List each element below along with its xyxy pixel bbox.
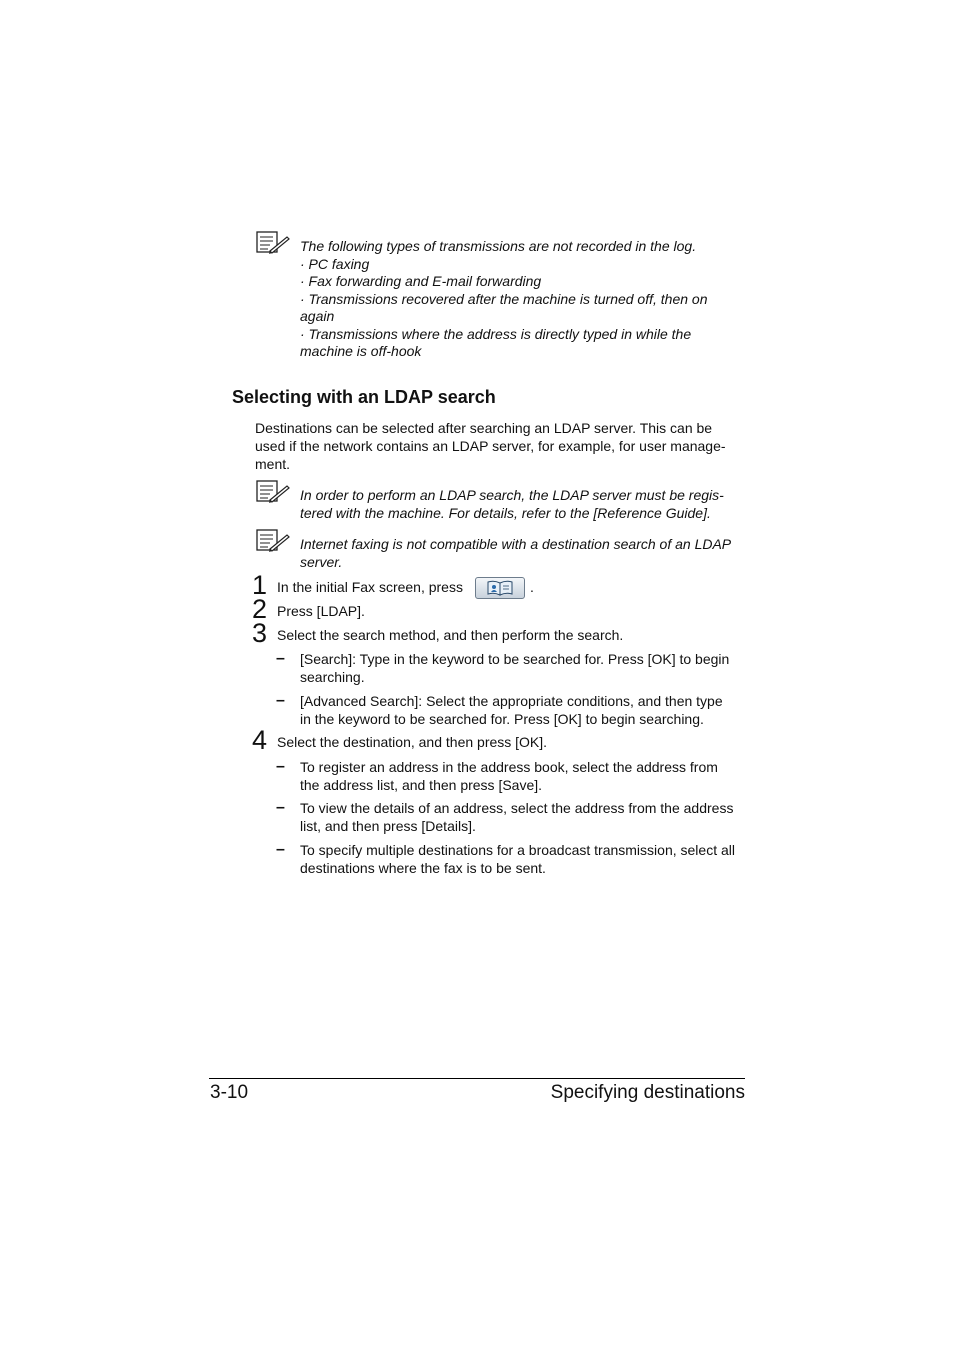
sub-item-line: To specify multiple destinations for a broadcast transmission, select all: [300, 842, 735, 858]
paragraph-line: Destinations can be selected after searching an LDAP server. This can be: [255, 420, 713, 436]
page-number: 3-10: [210, 1082, 249, 1103]
section-heading: Selecting with an LDAP search: [232, 387, 496, 407]
chapter-title: Specifying destinations: [550, 1082, 745, 1103]
sub-item-line: To view the details of an address, select the address from the address: [300, 800, 734, 816]
sub-item: [300, 842, 750, 877]
sub-item: [300, 693, 750, 728]
step-text: Press [LDAP].: [277, 603, 365, 619]
note-line: server.: [300, 553, 343, 570]
intro-paragraph: [255, 419, 755, 473]
step-number: 1: [252, 570, 268, 600]
sub-item: [300, 800, 750, 835]
footer-divider: [209, 1078, 745, 1079]
note-line: again: [300, 308, 335, 324]
sub-item-line: in the keyword to be searched for. Press [OK] to begin searching.: [300, 710, 704, 727]
address-book-button[interactable]: [475, 577, 525, 599]
note-transmissions-not-logged: [300, 238, 750, 361]
note-line: tered with the machine. For details, refer to the [Reference Guide].: [300, 504, 711, 521]
dash-bullet: –: [276, 758, 285, 775]
note-line: · Transmissions recovered after the machine is turned off, then on: [300, 290, 708, 307]
step-number: 3: [252, 618, 268, 648]
step-text: In the initial Fax screen, press: [277, 579, 463, 595]
sub-item-line: To register an address in the address book, select the address from: [300, 759, 718, 775]
note-line: machine is off-hook: [300, 343, 422, 359]
step-text: Select the search method, and then perform the search.: [277, 627, 624, 643]
sub-item-line: list, and then press [Details].: [300, 817, 476, 834]
dash-bullet: –: [276, 841, 285, 858]
note-pencil-icon: [256, 480, 290, 504]
dash-bullet: –: [276, 692, 285, 709]
note-line: The following types of transmissions are not recorded in the log.: [300, 238, 697, 254]
step-text: Select the destination, and then press [OK].: [277, 734, 548, 750]
sub-item-line: the address list, and then press [Save].: [300, 776, 543, 793]
note-pencil-icon: [256, 231, 290, 255]
dash-bullet: –: [276, 799, 285, 816]
sub-item-line: [Advanced Search]: Select the appropriate conditions, and then type: [300, 693, 723, 709]
paragraph-line: ment.: [255, 456, 291, 472]
step-number: 2: [252, 594, 268, 624]
note-ldap-registration: [300, 487, 750, 522]
sub-item-line: [Search]: Type in the keyword to be searched for. Press [OK] to begin: [300, 651, 730, 667]
sub-item-line: destinations where the fax is to be sent.: [300, 859, 546, 876]
note-line: · Transmissions where the address is directly typed in while the: [300, 325, 692, 342]
step-number: 4: [252, 725, 268, 755]
paragraph-line: used if the network contains an LDAP server, for example, for user manage-: [255, 438, 726, 454]
note-line: Internet faxing is not compatible with a destination search of an LDAP: [300, 536, 732, 552]
note-internet-fax: [300, 536, 750, 571]
dash-bullet: –: [276, 650, 285, 667]
sub-item-line: searching.: [300, 668, 365, 685]
address-book-icon: [476, 578, 524, 598]
sub-item: [300, 651, 750, 686]
sub-item: [300, 759, 750, 794]
note-pencil-icon: [256, 529, 290, 553]
note-line: · PC faxing: [300, 255, 370, 272]
note-line: In order to perform an LDAP search, the LDAP server must be regis-: [300, 487, 724, 503]
note-line: · Fax forwarding and E-mail forwarding: [300, 273, 542, 289]
step-text-end: .: [530, 579, 534, 595]
